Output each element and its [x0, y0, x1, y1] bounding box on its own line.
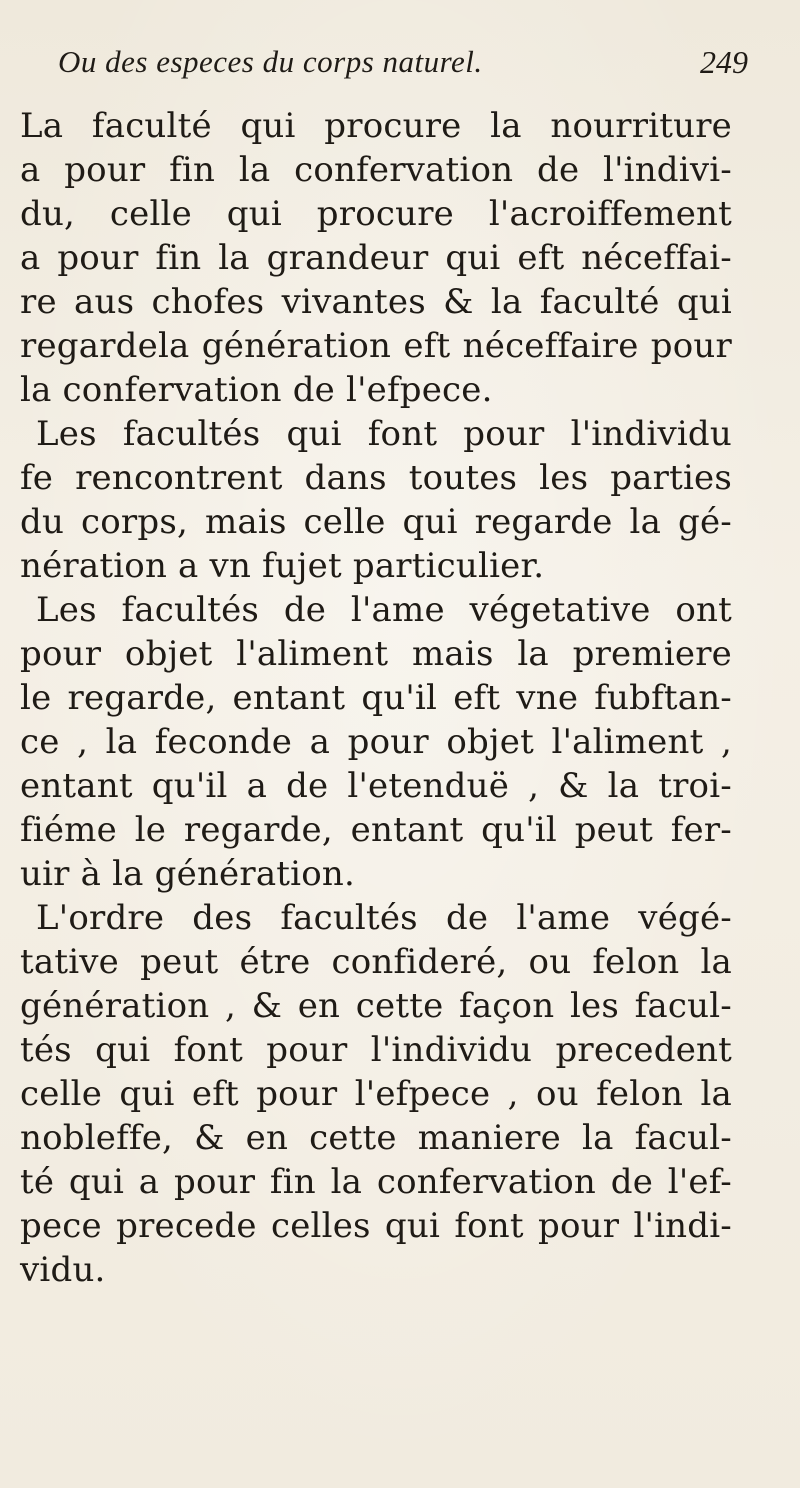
running-title: Ou des especes du corps naturel. [58, 44, 483, 79]
page-header [58, 44, 748, 92]
text-line: du corps, mais celle qui regarde la gé- [20, 502, 732, 542]
text-line: génération , & en cette façon les facul- [20, 986, 732, 1026]
text-line: uir à la génération. [20, 854, 356, 894]
paragraph-first-line: L'ordre des facultés de l'ame végé- [36, 898, 732, 938]
text-line: pour objet l'aliment mais la premiere [20, 634, 732, 674]
text-line: ce , la feconde a pour objet l'aliment , [20, 722, 732, 762]
text-line: le regarde, entant qu'il eft vne fubftan- [20, 678, 732, 718]
text-line: fe rencontrent dans toutes les parties [20, 458, 732, 498]
text-line: pece precede celles qui font pour l'indi- [20, 1206, 732, 1246]
text-line: la confervation de l'efpece. [20, 370, 493, 410]
text-line: celle qui eft pour l'efpece , ou felon la [20, 1074, 732, 1114]
paragraph-first-line: Les facultés qui font pour l'individu [36, 414, 732, 454]
text-line: nération a vn fujet particulier. [20, 546, 545, 586]
text-line: du, celle qui procure l'acroiffement [20, 194, 732, 234]
text-line: tative peut étre confideré, ou felon la [20, 942, 732, 982]
text-line: a pour fin la grandeur qui eft néceffai- [20, 238, 732, 278]
text-line: a pour fin la confervation de l'indivi- [20, 150, 732, 190]
text-line: regardela génération eft néceffaire pour [20, 326, 732, 366]
page-number: 249 [700, 44, 748, 80]
paragraph-first-line: Les facultés de l'ame végetative ont [36, 590, 732, 630]
body-text [20, 104, 732, 1292]
text-line: fiéme le regarde, entant qu'il peut fer- [20, 810, 732, 850]
text-line: nobleffe, & en cette maniere la facul- [20, 1118, 732, 1158]
text-line: entant qu'il a de l'etenduë , & la troi- [20, 766, 732, 806]
text-line: re aus chofes vivantes & la faculté qui [20, 282, 732, 322]
text-line: tés qui font pour l'individu precedent [20, 1030, 732, 1070]
text-line: té qui a pour fin la confervation de l'ef- [20, 1162, 732, 1202]
text-line: vidu. [20, 1250, 106, 1290]
text-line: La faculté qui procure la nourriture [20, 106, 732, 146]
